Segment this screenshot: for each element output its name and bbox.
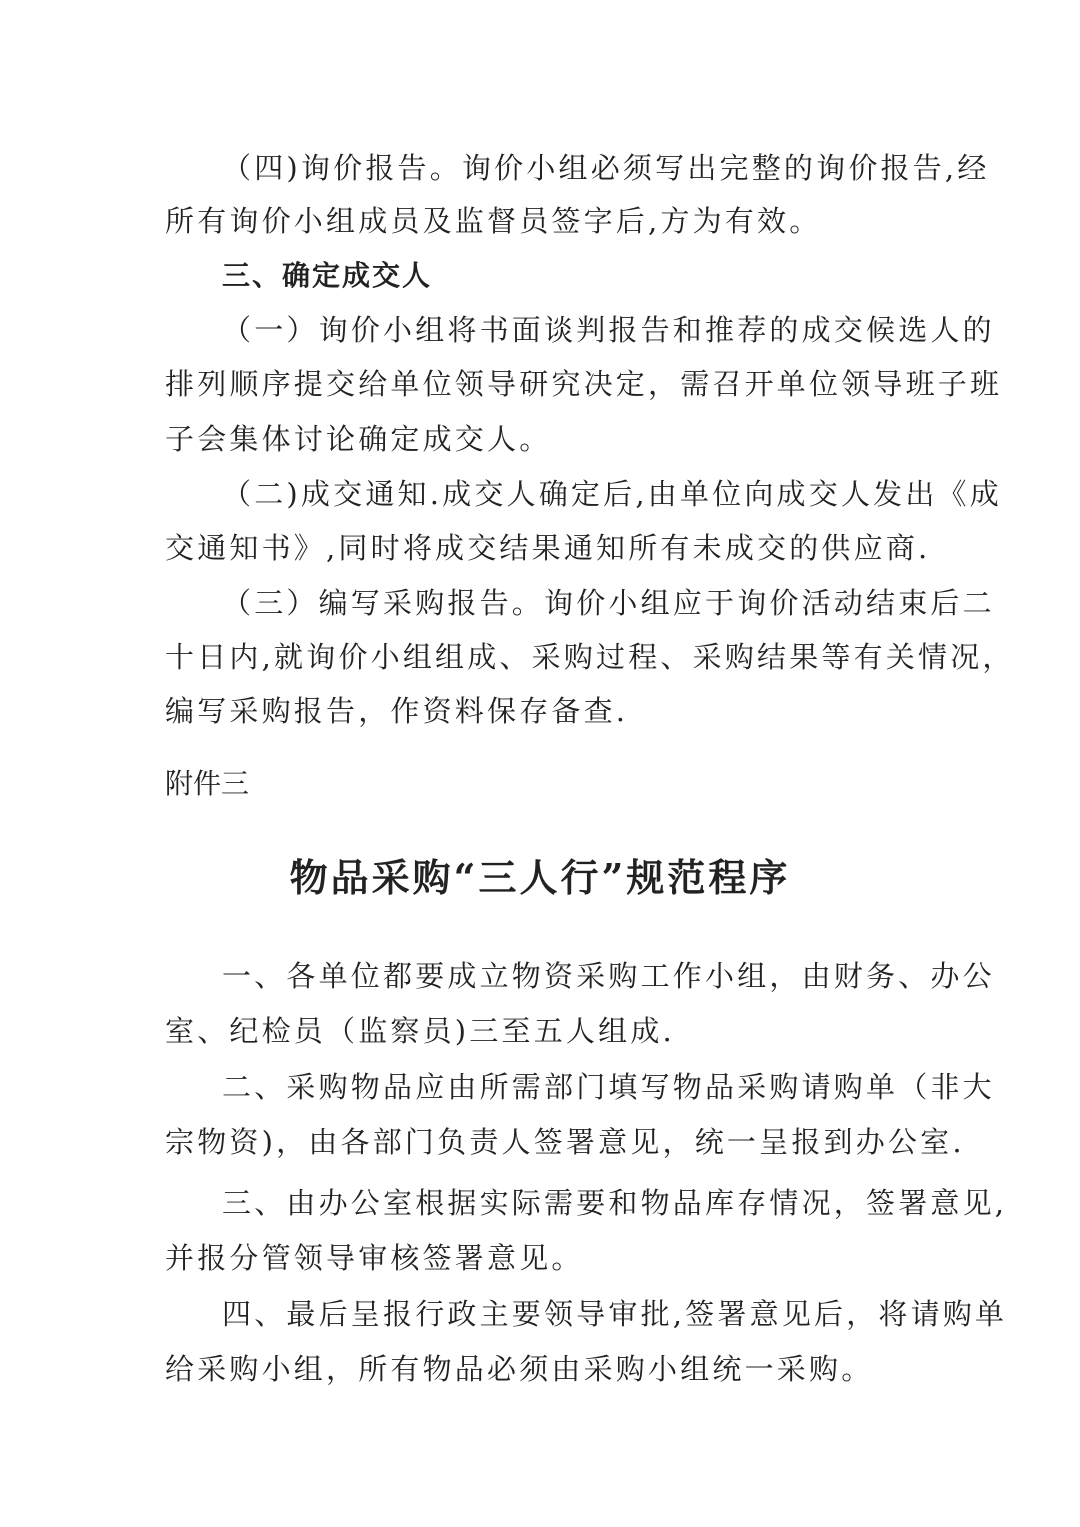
item4-line2: 所有询价小组成员及监督员签字后,方为有效。 <box>165 204 822 238</box>
page-title: 物品采购“三人行”规范程序 <box>289 855 791 900</box>
step4-line2: 给采购小组，所有物品必须由采购小组统一采购。 <box>165 1352 874 1386</box>
step3-line1: 三、由办公室根据实际需要和物品库存情况，签署意见, <box>222 1186 1008 1220</box>
step1-line2: 室、纪检员（监察员)三至五人组成. <box>165 1014 675 1048</box>
section3-item1-line1: （一）询价小组将书面谈判报告和推荐的成交候选人的 <box>222 313 995 347</box>
section3-item2-line1: （二)成交通知.成交人确定后,由单位向成交人发出《成 <box>222 477 1002 511</box>
section3-item2-line2: 交通知书》,同时将成交结果通知所有未成交的供应商. <box>165 531 931 565</box>
step3-line2: 并报分管领导审核签署意见。 <box>165 1241 584 1275</box>
step2-line2: 宗物资)，由各部门负责人签署意见，统一呈报到办公室. <box>165 1125 965 1159</box>
section-three-heading: 三、确定成交人 <box>222 259 433 292</box>
item4-line1: （四)询价报告。询价小组必须写出完整的询价报告,经 <box>222 151 990 185</box>
section3-item3-line1: （三）编写采购报告。询价小组应于询价活动结束后二 <box>222 586 995 620</box>
step1-line1: 一、各单位都要成立物资采购工作小组，由财务、办公 <box>222 959 995 993</box>
attachment-label: 附件三 <box>165 767 250 800</box>
step2-line1: 二、采购物品应由所需部门填写物品采购请购单（非大 <box>222 1070 995 1104</box>
step4-line1: 四、最后呈报行政主要领导审批,签署意见后，将请购单 <box>222 1297 1008 1331</box>
section3-item1-line3: 子会集体讨论确定成交人。 <box>165 422 552 456</box>
section3-item3-line2: 十日内,就询价小组组成、采购过程、采购结果等有关情况， <box>165 640 1015 674</box>
section3-item3-line3: 编写采购报告，作资料保存备查. <box>165 694 629 728</box>
section3-item1-line2: 排列顺序提交给单位领导研究决定，需召开单位领导班子班 <box>165 367 1003 401</box>
